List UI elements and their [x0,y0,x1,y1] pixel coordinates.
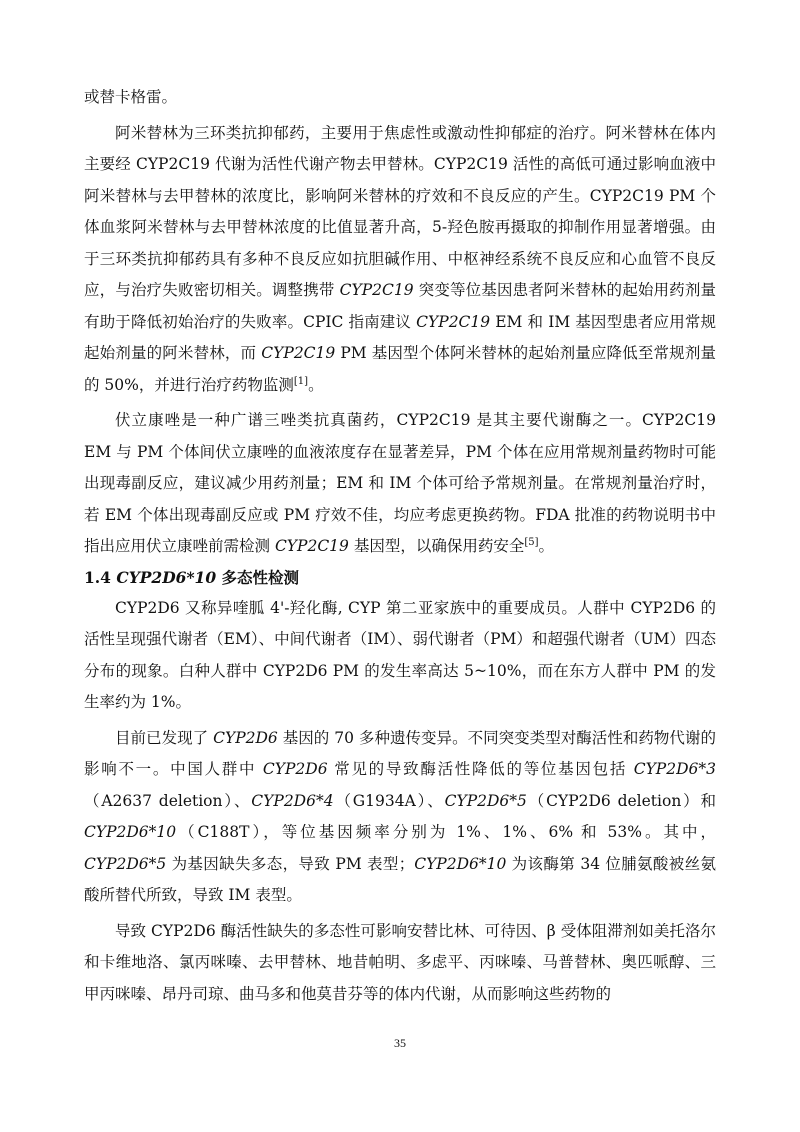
page-number: 35 [394,1036,406,1050]
continuation-text: 或替卡格雷。 [84,88,178,106]
section-title: 多态性检测 [216,567,300,587]
gene-name: CYP2D6*3 [633,760,716,778]
text-run: （C188T），等位基因频率分别为 1%、1%、6% 和 53%。其中， [176,823,716,841]
gene-name: CYP2D6*10 [84,823,177,841]
voriconazole-section [84,405,716,563]
text-run: （A2637 deletion）、 [84,791,252,810]
text-run: 为该酶第 34 位脯氨酸被丝氨酸所替代所致，导致 IM 表型。 [84,854,716,904]
gene-name: CYP2D6 [213,728,278,747]
text-run: PM 基因型个体阿米替林的起始剂量应降低至常规剂量的 50%，并进行治疗药物监测 [84,344,716,394]
cyp2d6-intro-paragraph: CYP2D6 又称异喹胍 4'-羟化酶, CYP 第二亚家族中的重要成员。人群中 CYP2D6 的活性呈现强代谢者（EM）、中间代谢者（IM）、弱代谢者（PM）和超强代谢者（UM）四态分布的现象。白种人群中 CYP2D6 PM 的发生率高达 5~10%，而在东方人群中 PM 的发生率约为 1%。 [84,598,716,711]
text-run: 突变等位基因患者阿米替林的起始用药剂量有助于降低初始治疗的失败率。CPIC 指南建议 [84,281,716,331]
text-run: 。 [538,537,555,555]
citation-ref: [1] [293,375,309,387]
text-run: 阿米替林为三环类抗抑郁药，主要用于焦虑性或激动性抑郁症的治疗。阿米替林在体内主要经 CYP2C19 代谢为活性代谢产物去甲替林。CYP2C19 活性的高低可通过影响血液中阿米替林与去甲替林的浓度比，影响阿米替林的疗效和不良反应的产生。CYP2C19 PM 个体血浆阿米替林与去甲替林浓度的比值显著升高，5-羟色胺再摄取的抑制作用显著增强。由于三环类抗抑郁药具有多种不良反应如抗胆碱作用、中枢神经系统不良反应和心血管不良反应，与治疗失败密切相关。调整携带 [84,123,716,299]
section-gene: CYP2D6*10 [116,567,217,587]
text-run: （CYP2D6 deletion）和 [526,791,716,810]
variants-paragraph [84,723,716,912]
text-run: 目前已发现了 [115,728,214,747]
text-run: 为基因缺失多态，导致 PM 表型； [166,854,415,873]
section-number: 1.4 [84,567,117,587]
text-run: （G1934A）、 [333,791,445,810]
gene-name: CYP2C19 [339,281,414,299]
amitriptyline-section [84,118,716,402]
gene-name: CYP2D6*4 [251,791,334,810]
document-body [84,82,716,1010]
gene-name: CYP2D6*5 [84,854,167,873]
voriconazole-paragraph [84,405,716,563]
citation-ref: [5] [524,536,539,548]
gene-name: CYP2D6*5 [444,791,527,810]
text-run: EM 和 IM 基因型患者应用常规起始剂量的阿米替林，而 [84,312,716,362]
affected-drugs-section [84,916,716,1011]
text-run: 基因型，以确保用药安全 [348,537,525,555]
section-heading [84,563,716,593]
text-run: 伏立康唑是一种广谱三唑类抗真菌药，CYP2C19 是其主要代谢酶之一。CYP2C19 EM 与 PM 个体间伏立康唑的血液浓度存在显著差异，PM 个体在应用常规剂量药物时可能出现毒副反应，建议减少用药剂量；EM 和 IM 个体可给予常规剂量。在常规剂量治疗时，若 EM 个体出现毒副反应或 PM 疗效不佳，均应考虑更换药物。FDA 批准的药物说明书中指出应用伏立康唑前需检测 [84,411,716,555]
gene-name: CYP2C19 [416,312,491,331]
cyp2d6-intro-section [84,593,716,719]
affected-drugs-paragraph: 导致 CYP2D6 酶活性缺失的多态性可影响安替比林、可待因、β 受体阻滞剂如美托洛尔和卡维地洛、氯丙咪嗪、去甲替林、地昔帕明、多虑平、丙咪嗪、马普替林、奥匹哌醇、三甲丙咪嗪、昂丹司琼、曲马多和他莫昔芬等的体内代谢，从而影响这些药物的 [84,921,716,1003]
gene-name: CYP2D6*10 [414,854,507,873]
text-run: 。 [308,375,324,394]
gene-name: CYP2C19 [274,537,349,555]
text-run: 基因的 70 多种遗传变异。不同突变类型对酶活性和药物代谢的影响不一。中国人群中 [84,728,716,778]
gene-name: CYP2C19 [261,344,336,362]
gene-name: CYP2D6 [262,760,328,778]
amitriptyline-paragraph [84,118,716,402]
variants-section [84,723,716,912]
text-run: 常见的导致酶活性降低的等位基因包括 [327,760,634,778]
